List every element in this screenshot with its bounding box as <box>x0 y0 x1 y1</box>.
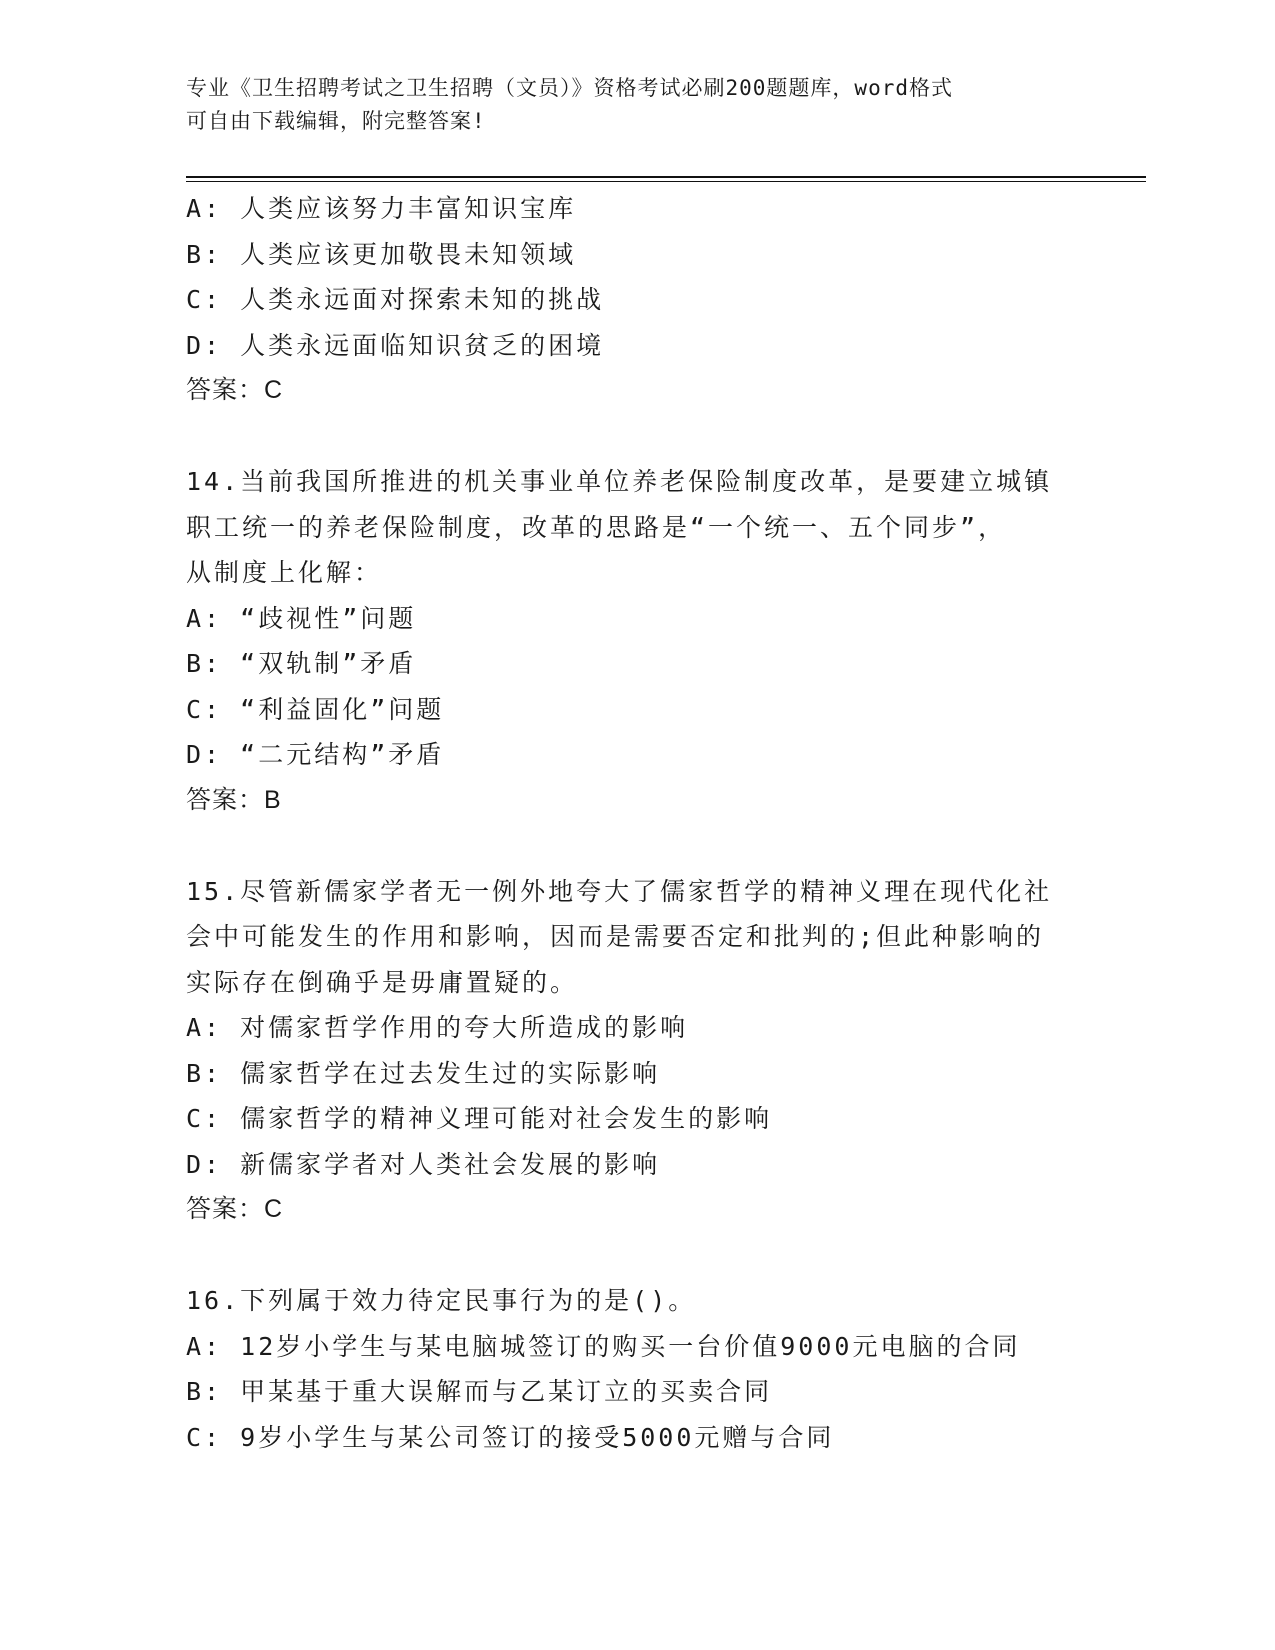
answer-line: 答案：B <box>186 785 282 814</box>
header-subtitle-line: 可自由下载编辑，附完整答案! <box>186 109 486 133</box>
question-14 <box>186 459 1086 823</box>
spacer <box>186 414 1086 460</box>
spacer <box>186 1233 1086 1279</box>
option-d: D: 人类永远面临知识贫乏的困境 <box>186 330 605 360</box>
option-b: B: 甲某基于重大误解而与乙某订立的买卖合同 <box>186 1377 773 1406</box>
header-divider-thick <box>186 176 1146 178</box>
document-header <box>186 72 1066 138</box>
question-stem-line: 职工统一的养老保险制度，改革的思路是“一个统一、五个同步”， <box>186 512 1007 542</box>
option-c: C: 儒家哲学的精神义理可能对社会发生的影响 <box>186 1104 773 1133</box>
option-a: A: 人类应该努力丰富知识宝库 <box>186 194 577 223</box>
question-stem-line: 实际存在倒确乎是毋庸置疑的。 <box>186 967 579 997</box>
option-c: C: “利益固化”问题 <box>186 694 445 724</box>
option-d: D: “二元结构”矛盾 <box>186 740 445 769</box>
question-15 <box>186 869 1086 1233</box>
option-b: B: 人类应该更加敬畏未知领域 <box>186 239 577 269</box>
question-stem-line: 14.当前我国所推进的机关事业单位养老保险制度改革，是要建立城镇 <box>186 467 1053 496</box>
answer-line: 答案：C <box>186 1195 284 1223</box>
spacer <box>186 823 1086 869</box>
option-d: D: 新儒家学者对人类社会发展的影响 <box>186 1149 661 1179</box>
option-c: C: 人类永远面对探索未知的挑战 <box>186 285 605 314</box>
question-list <box>186 186 1086 1460</box>
option-c: C: 9岁小学生与某公司签订的接受5000元赠与合同 <box>186 1422 835 1452</box>
question-stem-line: 从制度上化解： <box>186 558 383 587</box>
header-title-line: 专业《卫生招聘考试之卫生招聘（文员）》资格考试必刷200题题库，word格式 <box>186 76 953 100</box>
question-stem-line: 会中可能发生的作用和影响，因而是需要否定和批判的;但此种影响的 <box>186 922 1045 951</box>
question-stem-line: 15.尽管新儒家学者无一例外地夸大了儒家哲学的精神义理在现代化社 <box>186 876 1053 906</box>
answer-line: 答案：C <box>186 376 284 404</box>
option-b: B: “双轨制”矛盾 <box>186 649 417 678</box>
option-b: B: 儒家哲学在过去发生过的实际影响 <box>186 1058 661 1088</box>
question-13 <box>186 186 1086 414</box>
option-a: A: “歧视性”问题 <box>186 603 417 633</box>
option-a: A: 12岁小学生与某电脑城签订的购买一台价值9000元电脑的合同 <box>186 1331 1021 1361</box>
header-divider-thin <box>186 181 1146 182</box>
question-16 <box>186 1278 1086 1460</box>
question-stem-line: 16.下列属于效力待定民事行为的是()。 <box>186 1286 697 1315</box>
option-a: A: 对儒家哲学作用的夸大所造成的影响 <box>186 1013 689 1042</box>
